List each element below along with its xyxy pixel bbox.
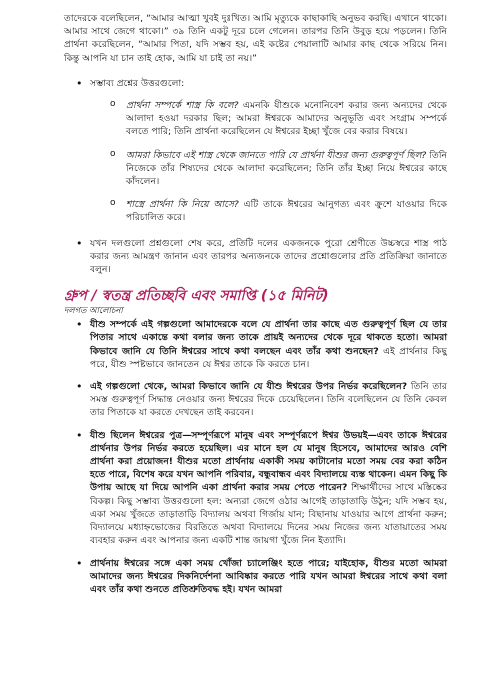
section-title: গ্রুপ / স্বতন্ত্র প্রতিচ্ছবি এবং সমাপ্তি (১৫ মিনিট) xyxy=(64,288,329,305)
section-subtitle: দলগত আলোচনা xyxy=(64,305,123,316)
closing-bullet: • যখন দলগুলো প্রশ্নগুলো শেষ করে, প্রতিটি দলের একজনকে পুরো শ্রেণীতে উচ্চস্বরে শাস্ত্র পাঠ করার জন্য আমন্ত্রণ জানান এবং তারপর অন্যজনকে তাদের প্রশ্নোগুলোর প্রতি প্রতিক্রিয়া জানাতে বলুন। xyxy=(64,237,447,277)
intro-paragraph: তাদেরকে বলেছিলেন, “আমার আত্মা খুবই দুঃখিত। আমি মৃত্যুকে কাছাকাছি অনুভব করছি। এখানে থাকো। আমার সাথে জেগে থাকো।” ৩৯ তিনি একটু দূরে চলে গেলেন। তারপর তিনি উবুড় হয়ে পড়লেন। তিনি প্রার্থনা করেছিলেন, “আমার পিতা, যদি সম্ভব হয়, এই কষ্টের পেয়ালাটি আমার কাছ থেকে সরিয়ে নিন। কিন্তু আপনি যা চান তাই হোক, আমি যা চাই তা নয়।” xyxy=(64,13,447,64)
discussion-item: • যীশু ছিলেন ঈশ্বরের পুত্র—সম্পূর্ণরূপে মানুষ এবং সম্পূর্ণরূপে ঈশ্বর উভয়ই—এবং তাকে ঈশ্বরের প্রার্থনার উপর নির্ভর করতে হয়েছিল। এর মানে হল যে মানুষ হিসেবে, আমাদের আরও বেশি প্রার্থনা করা প্রয়োজন! যীশুর মতো প্রার্থনায় একাকী সময় কাটানোর মতো সময় বের করা কঠিন হতে পারে, বিশেষ করে যখন আপনি পরিবার, বন্ধুবান্ধব এবং বিদ্যালয়ে ব্যস্ত থাকেন। এমন কিছু কি উপায় আছে যা দিয়ে আপনি একা প্রার্থনা করার সময় পেতে পারেন? শিক্ষার্থীদের সাথে মস্তিষ্কের বিকল্প। কিছু সম্ভাব্য উত্তরগুলো হল: অন্যরা জেগে ওঠার আগেই তাড়াতাড়ি উঠুন; যদি সম্ভব হয়, একা সময় খুঁজতে তাড়াতাড়ি বিদ্যালয় অথবা গির্জায় যান; বিছানায় যাওয়ার আগে প্রার্থনা করুন; বিদ্যালয়ে মধ্যাহ্নভোজের বিরতিতে অথবা বিদ্যালয়ে দিনের সময় নিজের জন্য যাতায়াতের সময় ব্যবহার করুন এবং আপনার জন্য একটি শান্ত জায়গা খুঁজে নিন ইত্যাদি। xyxy=(64,429,447,548)
answer-item: o আমরা কিভাবে এই শাস্ত্র থেকে জানতে পারি যে প্রার্থনা যীশুর জন্য গুরুত্বপূর্ণ ছিল? তিনি নিজেকে তাঁর শিষ্যদের থেকে আলাদা করেছিলেন; তিনি তাঁর ইচ্ছা নিয়ে ঈশ্বরের কাছে কাঁদলেন। xyxy=(64,149,447,189)
closing-list xyxy=(64,237,447,277)
answers-list xyxy=(64,77,447,90)
answers-sublist xyxy=(64,99,447,225)
answer-item: o প্রার্থনা সম্পর্কে শাস্ত্র কি বলে? এমনকি যীশুকে মনোনিবেশ করার জন্য অন্যদের থেকে আলাদা হওয়া দরকার ছিল; আমরা ঈশ্বরকে আমাদের অনুভূতি এবং সংগ্রাম সম্পর্কে বলতে পারি; তিনি প্রার্থনা করেছিলেন যে ঈশ্বরের ইচ্ছা খুঁজে বের করার বিষয়ে। xyxy=(64,99,447,139)
answers-heading: • সম্ভাব্য প্রশ্নের উত্তরগুলো: xyxy=(64,77,447,90)
discussion-item: • যীশু সম্পর্কে এই গল্পগুলো আমাদেরকে বলে যে প্রার্থনা তার কাছে এত গুরুত্বপূর্ণ ছিল যে তার পিতার সাথে একান্তে কথা বলার জন্য তাকে প্রায়ই অন্যদের থেকে দূরে থাকতে হতো। আমরা কিভাবে জানি যে তিনি ঈশ্বরের সাথে কথা বলছেন এবং তাঁর কথা শুনছেন? এই প্রার্থনার কিছু পরে, যীশু স্পষ্টভাবে জানতেন যে ঈশ্বর তাকে কি করতে চান। xyxy=(64,318,447,371)
discussion-item: • প্রার্থনায় ঈশ্বরের সঙ্গে একা সময় খোঁজা চ্যালেঞ্জিং হতে পারে; যাইহোক, যীশুর মতো আমরা আমাদের জন্য ঈশ্বরের দিকনির্দেশনা আবিষ্কার করতে পারি যখন আমরা ঈশ্বরের সাথে কথা বলা এবং তাঁর কথা শুনতে প্রতিশ্রুতিবদ্ধ হই। যখন আমরা xyxy=(64,557,447,597)
discussion-item: • এই গল্পগুলো থেকে, আমরা কিভাবে জানি যে যীশু ঈশ্বরের উপর নির্ভর করেছিলেন? তিনি তার সমস্ত গুরুত্বপূর্ণ সিদ্ধান্ত নেওয়ার জন্য ঈশ্বরের দিকে চেয়েছিলেন। তিনি বলেছিলেন যে তিনি কেবল তার পিতাকে যা করতে দেখছেন তাই করবেন। xyxy=(64,380,447,420)
discussion-list xyxy=(64,318,447,596)
answer-item: o শাস্ত্রে প্রার্থনা কি নিয়ে আসে? এটি তাকে ঈশ্বরের আনুগত্য এবং ক্রুশে যাওয়ার দিকে পরিচালিত করে। xyxy=(64,198,447,224)
